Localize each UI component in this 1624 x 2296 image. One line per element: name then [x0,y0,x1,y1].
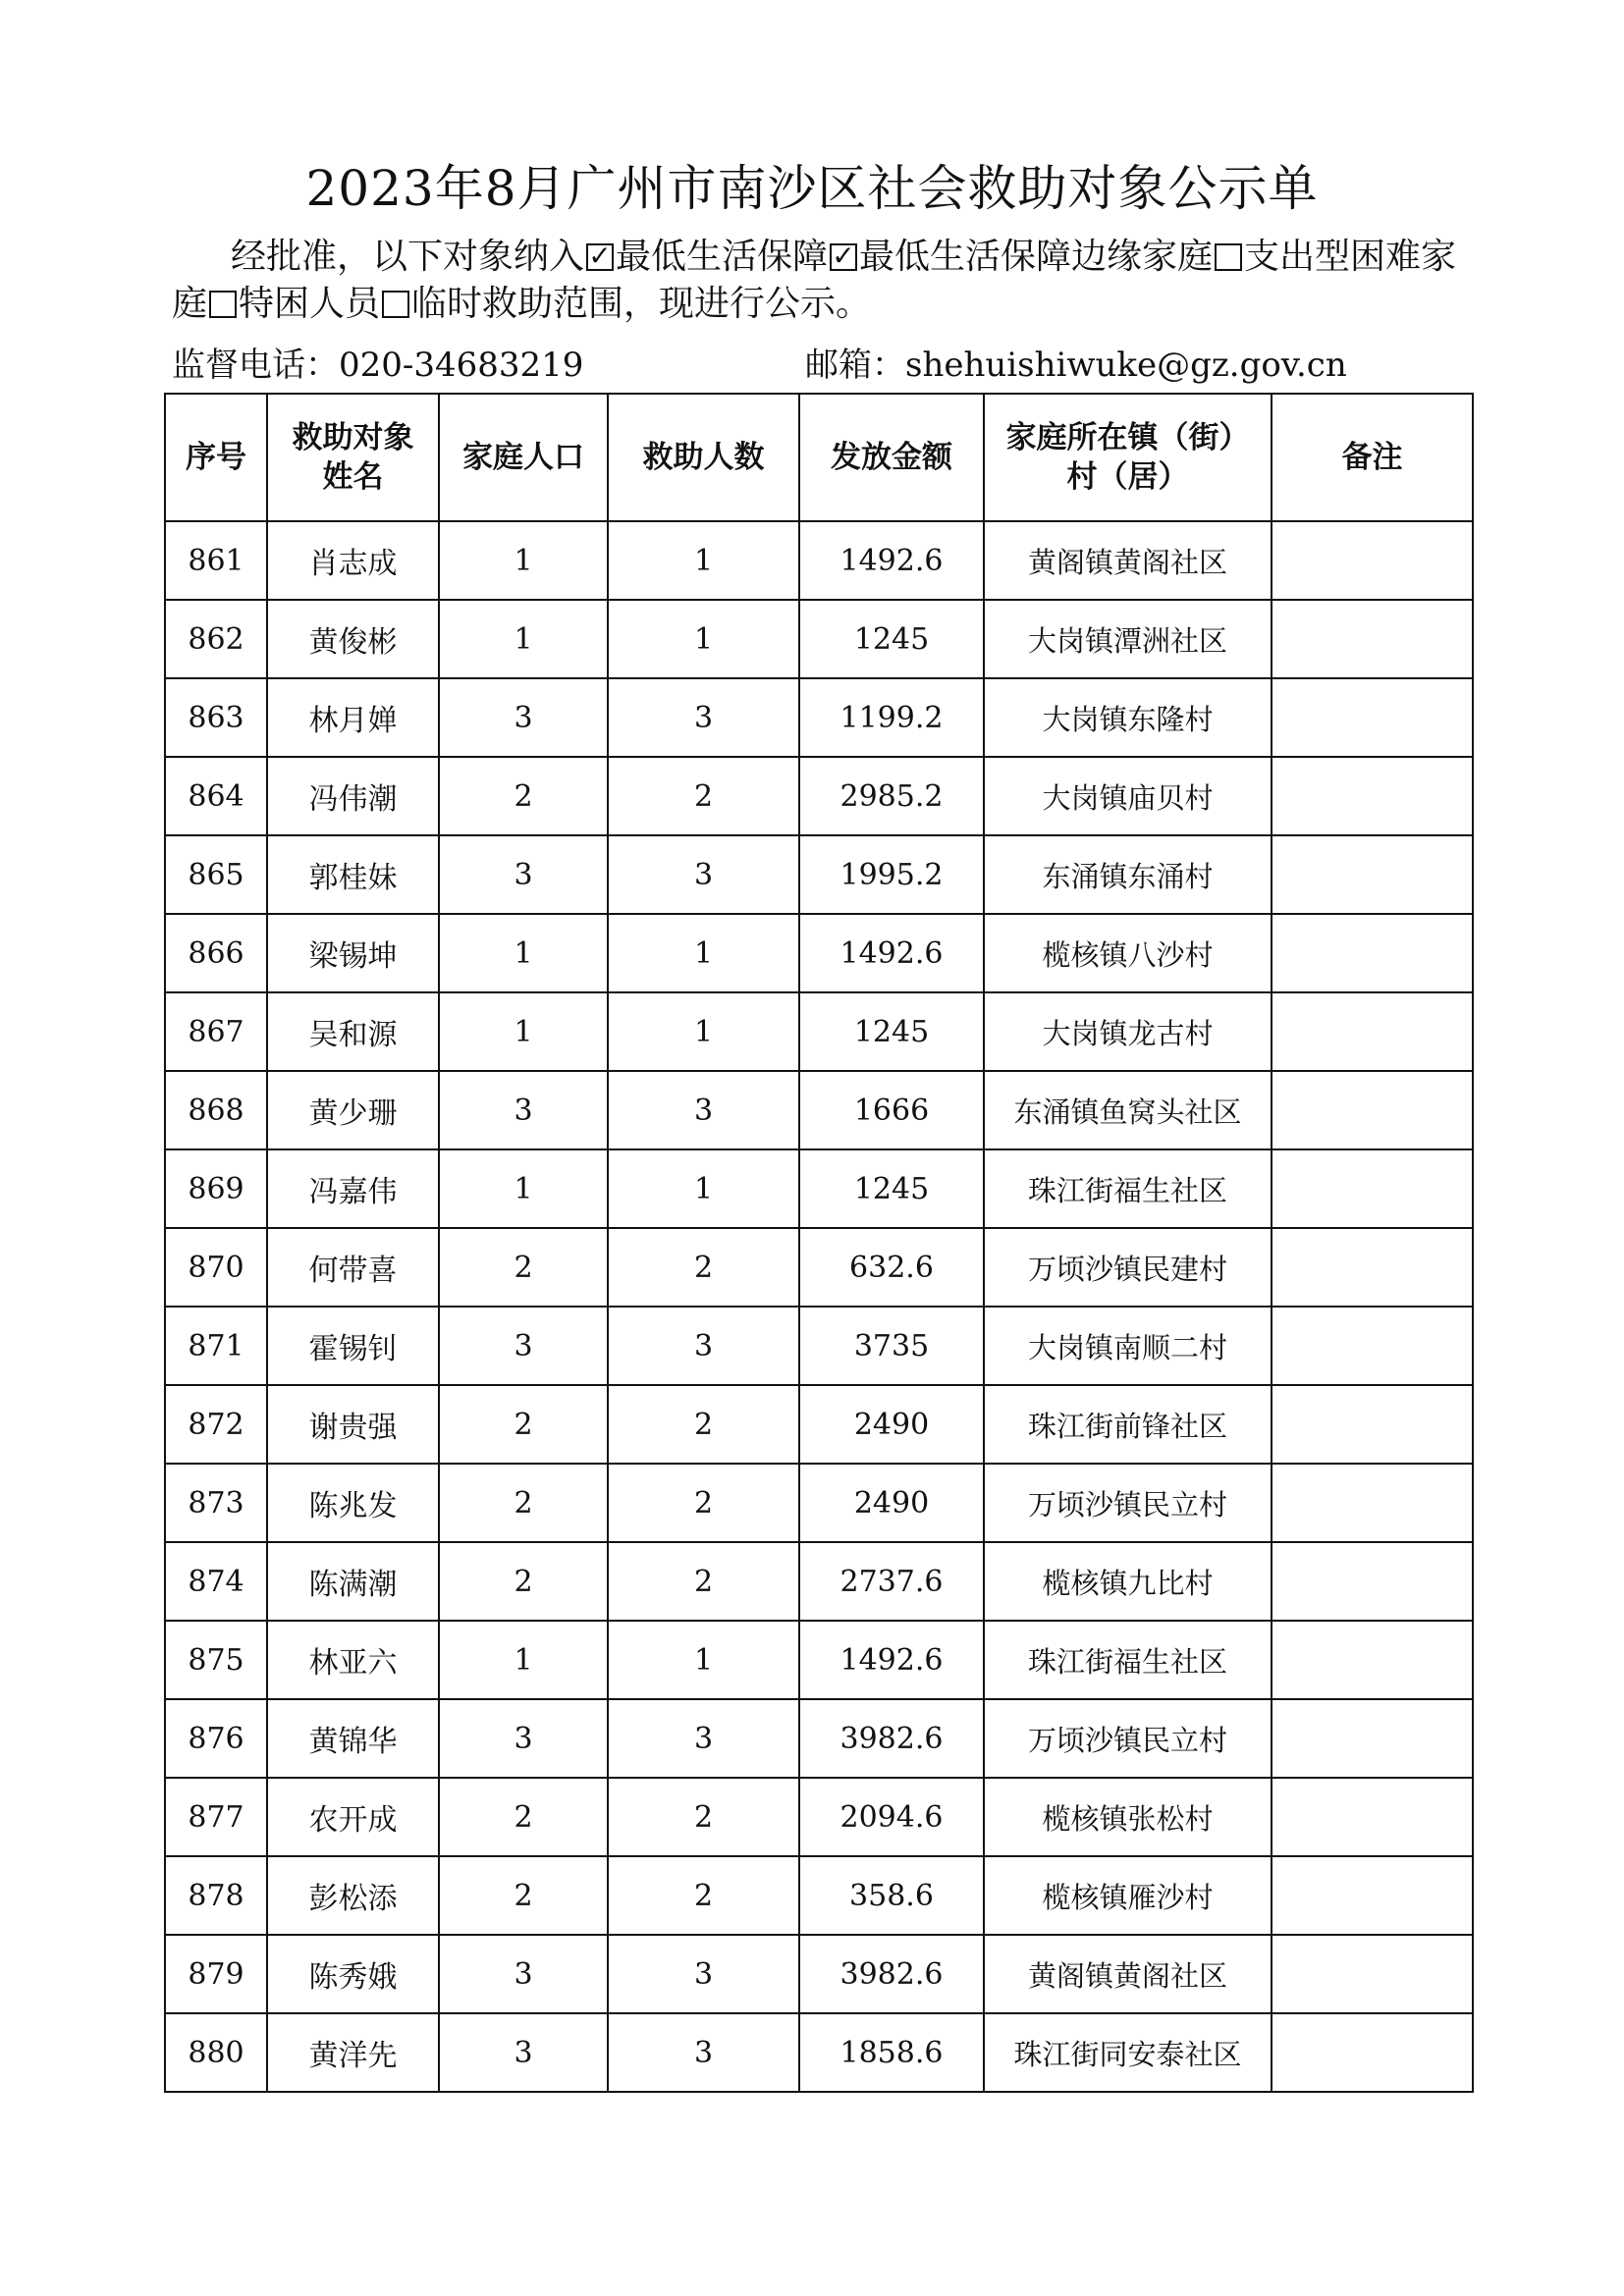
option-expenditure: 支出型困难家庭 [172,237,1457,324]
cell-seq: 871 [165,1307,267,1385]
cell-name: 何带喜 [267,1228,439,1307]
check-mark-icon: ✓ [588,240,612,272]
checkbox-empty-icon [209,291,237,318]
phone-label: 监督电话： [172,346,339,385]
cell-address: 东涌镇东涌村 [984,835,1272,914]
cell-address: 大岗镇南顺二村 [984,1307,1272,1385]
table-row [165,1856,1473,1935]
cell-address: 榄核镇张松村 [984,1778,1272,1856]
option-temporary: 临时救助 [380,284,553,324]
table-row [165,1228,1473,1307]
table-row [165,992,1473,1071]
table-row [165,1307,1473,1385]
cell-address: 榄核镇八沙村 [984,914,1272,992]
cell-seq: 866 [165,914,267,992]
cell-note [1272,1856,1473,1935]
header-amount: 发放金额 [799,394,984,521]
table-row [165,835,1473,914]
cell-household: 2 [439,1464,608,1542]
cell-name: 陈秀娥 [267,1935,439,2013]
cell-amount: 1666 [799,1071,984,1149]
page-title: 2023年8月广州市南沙区社会救助对象公示单 [305,160,1319,217]
cell-name: 吴和源 [267,992,439,1071]
table-row [165,1542,1473,1621]
cell-aided: 3 [608,1699,799,1778]
cell-name: 黄少珊 [267,1071,439,1149]
option-marginal: ✓ 最低生活保障边缘家庭 [828,237,1213,277]
table-row [165,914,1473,992]
cell-note [1272,1307,1473,1385]
email-block [805,344,1347,387]
cell-seq: 867 [165,992,267,1071]
cell-seq: 865 [165,835,267,914]
table-row [165,1935,1473,2013]
header-address: 家庭所在镇（街） 村（居） [984,394,1272,521]
cell-name: 彭松添 [267,1856,439,1935]
cell-aided: 2 [608,1856,799,1935]
table-row [165,1699,1473,1778]
cell-household: 3 [439,1935,608,2013]
cell-aided: 3 [608,1307,799,1385]
cell-note [1272,1071,1473,1149]
email-label: 邮箱： [805,346,905,385]
cell-seq: 878 [165,1856,267,1935]
cell-address: 黄阁镇黄阁社区 [984,1935,1272,2013]
cell-amount: 1245 [799,1149,984,1228]
cell-amount: 2737.6 [799,1542,984,1621]
check-mark-icon: ✓ [832,240,855,272]
cell-address: 珠江街前锋社区 [984,1385,1272,1464]
cell-note [1272,1385,1473,1464]
cell-address: 万顷沙镇民立村 [984,1699,1272,1778]
header-note: 备注 [1272,394,1473,521]
cell-address: 大岗镇龙古村 [984,992,1272,1071]
cell-seq: 862 [165,600,267,678]
cell-amount: 358.6 [799,1856,984,1935]
cell-amount: 1199.2 [799,678,984,757]
cell-amount: 1995.2 [799,835,984,914]
cell-seq: 873 [165,1464,267,1542]
cell-seq: 864 [165,757,267,835]
cell-aided: 2 [608,1228,799,1307]
cell-household: 2 [439,1542,608,1621]
cell-address: 珠江街同安泰社区 [984,2013,1272,2092]
cell-seq: 861 [165,521,267,600]
cell-household: 2 [439,757,608,835]
cell-household: 2 [439,1385,608,1464]
cell-name: 冯嘉伟 [267,1149,439,1228]
intro-suffix: 范围，现进行公示。 [553,284,872,324]
cell-address: 榄核镇雁沙村 [984,1856,1272,1935]
cell-address: 榄核镇九比村 [984,1542,1272,1621]
cell-aided: 1 [608,992,799,1071]
table-header-row [165,394,1473,521]
cell-household: 3 [439,1071,608,1149]
cell-seq: 875 [165,1621,267,1699]
cell-aided: 1 [608,600,799,678]
cell-aided: 1 [608,521,799,600]
cell-amount: 1492.6 [799,914,984,992]
table-row [165,2013,1473,2092]
cell-note [1272,1464,1473,1542]
cell-note [1272,1935,1473,2013]
cell-household: 1 [439,992,608,1071]
table-row [165,1149,1473,1228]
cell-household: 3 [439,678,608,757]
table-row [165,1778,1473,1856]
cell-seq: 874 [165,1542,267,1621]
cell-seq: 869 [165,1149,267,1228]
cell-note [1272,600,1473,678]
cell-amount: 3982.6 [799,1935,984,2013]
header-household: 家庭人口 [439,394,608,521]
cell-name: 肖志成 [267,521,439,600]
cell-name: 梁锡坤 [267,914,439,992]
cell-address: 万顷沙镇民立村 [984,1464,1272,1542]
cell-seq: 872 [165,1385,267,1464]
cell-seq: 877 [165,1778,267,1856]
cell-name: 黄俊彬 [267,600,439,678]
checkbox-icon [586,240,614,272]
cell-note [1272,835,1473,914]
cell-amount: 1245 [799,600,984,678]
cell-seq: 880 [165,2013,267,2092]
table-row [165,1385,1473,1464]
cell-note [1272,1621,1473,1699]
table-row [165,1464,1473,1542]
cell-amount: 2490 [799,1385,984,1464]
email-address: shehuishiwuke@gz.gov.cn [905,346,1347,385]
cell-amount: 2985.2 [799,757,984,835]
cell-address: 大岗镇潭洲社区 [984,600,1272,678]
option-subsistence: ✓ 最低生活保障 [584,237,828,277]
cell-household: 1 [439,1149,608,1228]
intro-prefix: 经批准，以下对象纳入 [231,237,585,277]
table-row [165,1071,1473,1149]
cell-note [1272,1699,1473,1778]
cell-amount: 2094.6 [799,1778,984,1856]
cell-seq: 863 [165,678,267,757]
cell-household: 2 [439,1778,608,1856]
cell-household: 1 [439,1621,608,1699]
cell-amount: 1492.6 [799,521,984,600]
cell-name: 林月婵 [267,678,439,757]
cell-name: 冯伟潮 [267,757,439,835]
cell-household: 1 [439,600,608,678]
cell-aided: 2 [608,1778,799,1856]
table-row [165,1621,1473,1699]
table-body [165,521,1473,2092]
cell-aided: 3 [608,1071,799,1149]
cell-note [1272,757,1473,835]
cell-name: 农开成 [267,1778,439,1856]
cell-amount: 3735 [799,1307,984,1385]
cell-name: 黄锦华 [267,1699,439,1778]
cell-seq: 879 [165,1935,267,2013]
table-row [165,521,1473,600]
table-row [165,678,1473,757]
cell-amount: 632.6 [799,1228,984,1307]
cell-amount: 1245 [799,992,984,1071]
cell-seq: 876 [165,1699,267,1778]
cell-amount: 1858.6 [799,2013,984,2092]
cell-household: 3 [439,1699,608,1778]
cell-amount: 3982.6 [799,1699,984,1778]
cell-household: 3 [439,835,608,914]
cell-note [1272,992,1473,1071]
checkbox-icon [830,240,857,272]
cell-household: 3 [439,1307,608,1385]
cell-note [1272,521,1473,600]
cell-seq: 868 [165,1071,267,1149]
header-seq: 序号 [165,394,267,521]
cell-name: 霍锡钊 [267,1307,439,1385]
header-aided: 救助人数 [608,394,799,521]
cell-household: 2 [439,1856,608,1935]
cell-address: 珠江街福生社区 [984,1621,1272,1699]
cell-household: 2 [439,1228,608,1307]
cell-address: 大岗镇庙贝村 [984,757,1272,835]
header-name: 救助对象 姓名 [267,394,439,521]
checkbox-empty-icon [382,291,409,318]
recipients-table [164,393,1474,2093]
cell-aided: 1 [608,1621,799,1699]
table-row [165,757,1473,835]
cell-household: 1 [439,521,608,600]
cell-aided: 2 [608,757,799,835]
cell-amount: 2490 [799,1464,984,1542]
cell-amount: 1492.6 [799,1621,984,1699]
cell-name: 陈兆发 [267,1464,439,1542]
cell-name: 林亚六 [267,1621,439,1699]
cell-aided: 2 [608,1464,799,1542]
phone-number: 020-34683219 [339,346,584,385]
cell-note [1272,1542,1473,1621]
cell-seq: 870 [165,1228,267,1307]
cell-note [1272,1778,1473,1856]
cell-note [1272,678,1473,757]
cell-address: 万顷沙镇民建村 [984,1228,1272,1307]
cell-address: 大岗镇东隆村 [984,678,1272,757]
cell-aided: 1 [608,1149,799,1228]
cell-name: 郭桂妹 [267,835,439,914]
cell-address: 东涌镇鱼窝头社区 [984,1071,1272,1149]
cell-address: 珠江街福生社区 [984,1149,1272,1228]
option-extreme-poverty: 特困人员 [207,284,380,324]
cell-address: 黄阁镇黄阁社区 [984,521,1272,600]
table-row [165,600,1473,678]
cell-aided: 3 [608,1935,799,2013]
cell-aided: 2 [608,1385,799,1464]
cell-household: 1 [439,914,608,992]
cell-note [1272,914,1473,992]
cell-name: 谢贵强 [267,1385,439,1464]
checkbox-empty-icon [1215,243,1242,271]
cell-aided: 2 [608,1542,799,1621]
cell-note [1272,1149,1473,1228]
cell-note [1272,2013,1473,2092]
contact-line [172,344,1488,387]
intro-paragraph [172,234,1488,328]
cell-aided: 1 [608,914,799,992]
cell-aided: 3 [608,678,799,757]
cell-aided: 3 [608,835,799,914]
cell-aided: 3 [608,2013,799,2092]
cell-name: 陈满潮 [267,1542,439,1621]
cell-name: 黄洋先 [267,2013,439,2092]
cell-note [1272,1228,1473,1307]
cell-household: 3 [439,2013,608,2092]
